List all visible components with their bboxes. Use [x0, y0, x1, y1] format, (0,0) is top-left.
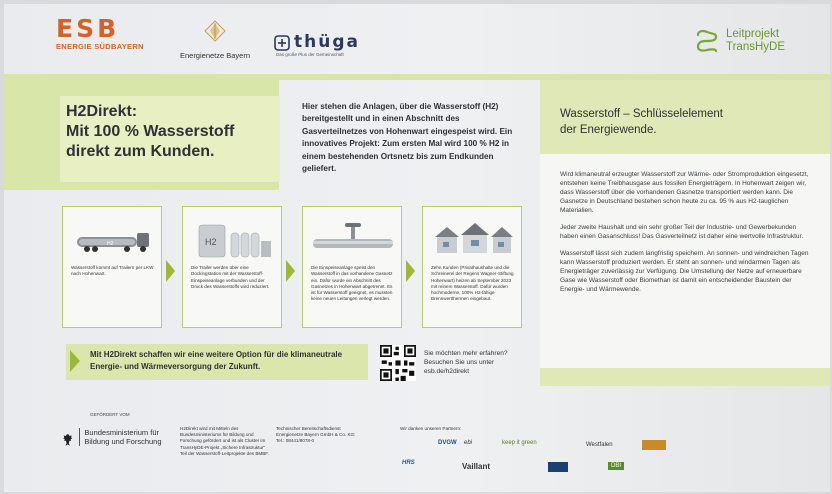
step-feed-in: Die Einspeiseanlage speist den Wasserstoff in das vorhandene Gasnetz ein. Dafür wurde ein Abschnitt des Gasnetzes in Hohenwart abgetrennt. Es ist für Wasserstoff geeignet, es mussten keine neuen Leitungen verlegt werden. [302, 206, 402, 328]
esb-logo: ESB ENERGIE SÜDBAYERN [56, 14, 144, 51]
funding-text: H2Direkt wird mit Mitteln des Bundesministeriums für Bildung und Forschung gefördert und ist als Cluster im TransHyDE-Projekt „Sichere Infrastruktur" Teil der Wasserstoff-Leitprojekte des BMBF. [180, 426, 269, 456]
energienetze-bayern-logo: Energienetze Bayern [170, 20, 260, 60]
pipeline-icon [311, 215, 395, 261]
partner-dvgw: DVGW [438, 440, 457, 446]
step-customers: Zehn Kunden (Privathaushalte und die Schreinerei der Regens Wagner-Stiftung Hohenwart) heizen ab September 2023 mit reinem Wasserstoff. Dafür wurden hochmoderne, 100% H2-fähige Brennwertthermen eingebaut. [422, 206, 522, 328]
partner-westfalen: Westfalen [586, 442, 613, 448]
intro-text: Hier stehen die Anlagen, über die Wasserstoff (H2) bereitgestellt und in einen Abschnitt des Gasverteilnetzes von Hohenwart eingespeist wird. Ein innovatives Projekt: Zum ersten Mal wird 100 % H2 in einem bestehenden Ortsnetz bis zum Endkunden geliefert. [302, 102, 513, 174]
step-arrow [166, 260, 175, 282]
step-truck: H2 Wasserstoff kommt auf Trailern per LKW nach Hohenwart. [62, 206, 162, 328]
footer [4, 404, 830, 492]
process-steps [62, 206, 512, 328]
houses-icon [431, 215, 515, 261]
page-title: H2Direkt: Mit 100 % Wasserstoff direkt zum Kunden. [66, 103, 235, 160]
truck-trailer-icon [71, 215, 155, 261]
more-info-link[interactable]: esb.de/h2direkt [424, 368, 470, 375]
partner-keep-it-green: keep it green [502, 440, 537, 446]
energienetze-diamond-icon [204, 20, 226, 42]
transhyde-mark-icon [694, 28, 720, 54]
tank-station-icon [191, 215, 275, 261]
step-docking: H2 Die Trailer werden über eine Dockingstation mit der Wasserstoff-Einspeiseanlage verbunden und der Druck des Wasserstoffs wird reduziert. [182, 206, 282, 328]
partner-dbi: DBI [608, 462, 624, 470]
right-info-panel [540, 80, 830, 386]
thuga-logo: thüga Das große Plus der Gemeinschaft [276, 32, 360, 57]
service-contact: Technischer Bereitschaftsdienst Energienetze Bayern GmbH & Co. KG: Tel.: 08441/8078-0 [276, 426, 356, 444]
partner-logo-orange [642, 440, 666, 450]
right-panel-footer-stripe [540, 368, 830, 386]
partner-ebi: ebi [464, 440, 473, 446]
svg-text:H2: H2 [107, 241, 114, 247]
partner-logo-blue [548, 462, 568, 472]
transhyde-logo: Leitprojekt TransHyDE [694, 28, 814, 54]
more-info: Sie möchten mehr erfahren? Besuchen Sie uns unter esb.de/h2direkt [424, 349, 524, 376]
qr-code-icon[interactable] [380, 345, 416, 381]
partner-hrs: HRS [402, 460, 415, 466]
cta-arrow [70, 350, 80, 372]
funding-label: GEFÖRDERT VOM [90, 412, 130, 417]
right-panel-body: Wird klimaneutral erzeugter Wasserstoff zur Wärme- oder Stromproduktion eingesetzt, entstehen keine Treibhausgase aus fossilen Energieträgern. In Hohenwart zeigen wir, dass Wasserstoff über die vorhandenen Gasnetze transportiert werden kann. Die Gasnetze in Deutschland bestehen schon heute zu ca. 95 % aus H2-tauglichen Materialien. Jeder zweite Haushalt und ein sehr großer Teil der Industrie- und Gewerbekunden haben einen Gasanschluss! Das Gasverteilnetz ist daher eine wertvolle Infrastruktur. Wasserstoff lässt sich zudem langfristig speichern. An sonnen- und windreichen Tagen kann Wasserstoff produziert werden. Er steht an sonnen- und windarmen Tagen als Energieträger zuverlässig zur Verfügung. Die Umstellung der Netze auf erneuerbare Gase wie Wasserstoff oder Biomethan ist damit ein entscheidender Baustein der Energie- und Wärmewende. [560, 171, 809, 293]
step-arrow [286, 260, 295, 282]
partners-title: Wir danken unseren Partnern: [400, 426, 462, 431]
header [4, 4, 830, 74]
federal-eagle-icon [62, 428, 73, 452]
step-arrow [406, 260, 415, 282]
bmbf-logo: Bundesministerium für Bildung und Forschung [62, 428, 172, 452]
cta-text: Mit H2Direkt schaffen wir eine weitere Option für die klimaneutrale Energie- und Wärmeversorgung der Zukunft. [90, 350, 343, 371]
partner-vaillant: Vaillant [462, 462, 491, 471]
right-panel-title: Wasserstoff – Schlüsselelement der Energiewende. [560, 108, 723, 136]
info-poster [4, 4, 830, 492]
thuga-plus-icon [274, 35, 290, 51]
svg-text:H2: H2 [205, 237, 217, 247]
